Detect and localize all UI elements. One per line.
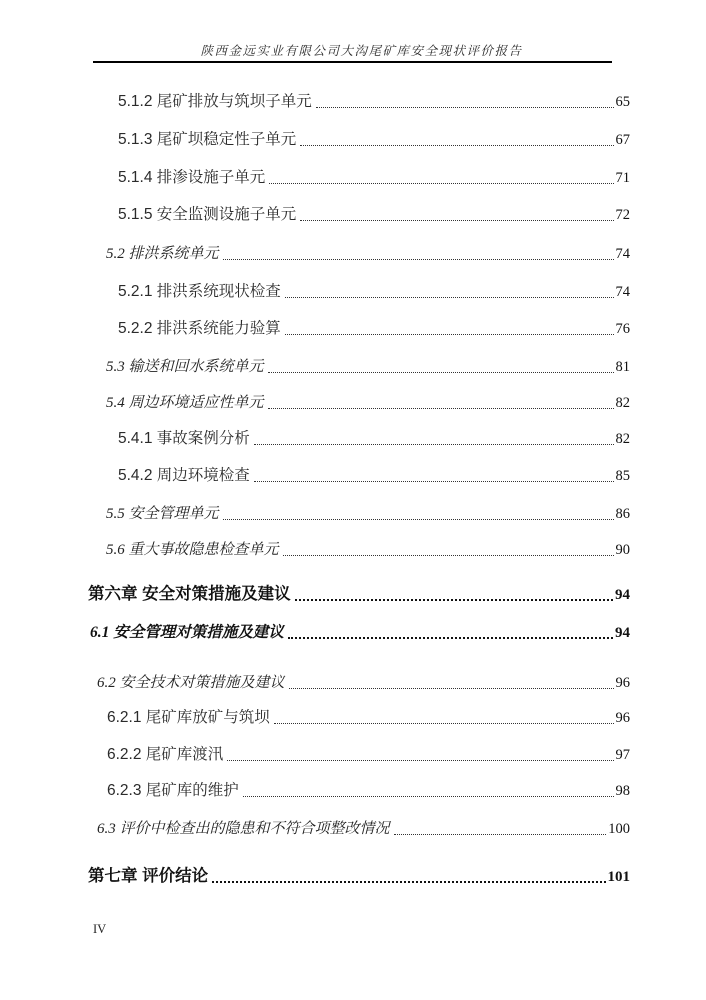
toc-entry (106, 538, 630, 559)
dot-leader (223, 518, 614, 520)
dot-leader (269, 182, 613, 184)
dot-leader (285, 333, 614, 335)
toc-entry (118, 90, 630, 111)
toc-entry-page: 72 (615, 207, 630, 223)
dot-leader (268, 371, 614, 373)
toc-entry-label: 5.3 输送和回水系统单元 (106, 359, 264, 375)
toc-entry (118, 203, 630, 224)
toc-entry-page: 86 (615, 506, 630, 522)
toc-entry-page: 67 (615, 132, 630, 148)
toc-entry-label: 5.4 周边环境适应性单元 (106, 395, 264, 411)
header-divider (93, 61, 612, 63)
document-header-title: 陕西金远实业有限公司大沟尾矿库安全现状评价报告 (200, 44, 523, 58)
toc-entry-label: 5.6 重大事故隐患检查单元 (106, 542, 279, 558)
toc-entry-page: 90 (615, 542, 630, 558)
dot-leader (316, 106, 614, 108)
page-number: IV (93, 922, 107, 936)
toc-entry-label: 6.2.1 尾矿库放矿与筑坝 (107, 709, 270, 726)
toc-entry (118, 427, 630, 448)
toc-entry-label: 5.4.2 周边环境检查 (118, 467, 250, 484)
toc-entry (118, 128, 630, 149)
toc-entry-label: 5.1.2 尾矿排放与筑坝子单元 (118, 93, 312, 110)
toc-entry-label: 5.2.1 排洪系统现状检查 (118, 283, 281, 300)
toc-entry-page: 82 (615, 431, 630, 447)
toc-entry (118, 166, 630, 187)
toc-entry (118, 280, 630, 301)
toc-entry-page: 65 (615, 94, 630, 110)
dot-leader (285, 296, 614, 298)
toc-entry-label: 5.2 排洪系统单元 (106, 246, 219, 262)
dot-leader (289, 687, 614, 689)
dot-leader (288, 636, 613, 639)
toc-chapter-entry (88, 863, 630, 886)
dot-leader (300, 219, 613, 221)
toc-entry-page: 97 (615, 747, 630, 763)
toc-entry-label: 第七章 评价结论 (88, 867, 209, 885)
toc-entry-page: 82 (615, 395, 630, 411)
dot-leader (212, 880, 605, 883)
toc-entry-label: 6.1 安全管理对策措施及建议 (90, 624, 284, 641)
toc-entry (97, 817, 630, 838)
dot-leader (394, 833, 607, 835)
toc-entry (118, 317, 630, 338)
dot-leader (283, 554, 614, 556)
toc-entry-page: 81 (615, 359, 630, 375)
dot-leader (254, 443, 614, 445)
toc-entry-label: 6.2 安全技术对策措施及建议 (97, 675, 285, 691)
toc-entry-page: 100 (608, 821, 630, 837)
toc-entry (97, 671, 630, 692)
toc-entry-label: 6.2.2 尾矿库渡汛 (107, 746, 224, 763)
toc-entry (106, 242, 630, 263)
dot-leader (223, 258, 614, 260)
toc-entry-page: 76 (615, 321, 630, 337)
toc-entry (106, 355, 630, 376)
toc-entry (106, 502, 630, 523)
toc-entry (90, 620, 630, 642)
toc-chapter-entry (88, 581, 630, 604)
dot-leader (227, 759, 613, 761)
toc-entry-label: 6.2.3 尾矿库的维护 (107, 782, 239, 799)
dot-leader (243, 795, 614, 797)
toc-entry-page: 85 (615, 468, 630, 484)
toc-entry-label: 5.1.3 尾矿坝稳定性子单元 (118, 131, 297, 148)
dot-leader (300, 144, 613, 146)
dot-leader (295, 598, 613, 601)
toc-entry-label: 5.5 安全管理单元 (106, 506, 219, 522)
toc-entry (106, 391, 630, 412)
toc-entry-page: 96 (615, 675, 630, 691)
toc-entry-label: 5.4.1 事故案例分析 (118, 430, 250, 447)
toc-entry-page: 98 (615, 783, 630, 799)
toc-entry-label: 5.1.5 安全监测设施子单元 (118, 206, 297, 223)
toc-entry-page: 74 (615, 284, 630, 300)
toc-entry (107, 779, 630, 800)
toc-entry-label: 5.1.4 排渗设施子单元 (118, 169, 266, 186)
toc-entry-page: 94 (615, 625, 630, 641)
toc-entry-page: 94 (615, 587, 630, 603)
toc-entry-label: 第六章 安全对策措施及建议 (88, 585, 291, 603)
toc-entry (107, 706, 630, 727)
dot-leader (268, 407, 614, 409)
toc-entry-page: 71 (615, 170, 630, 186)
toc-entry-label: 5.2.2 排洪系统能力验算 (118, 320, 281, 337)
dot-leader (254, 480, 614, 482)
toc-entry (118, 464, 630, 485)
toc-entry-page: 101 (607, 869, 630, 885)
toc-entry-page: 74 (615, 246, 630, 262)
toc-entry-page: 96 (615, 710, 630, 726)
toc-entry-label: 6.3 评价中检查出的隐患和不符合项整改情况 (97, 821, 390, 837)
toc-entry (107, 743, 630, 764)
dot-leader (274, 722, 614, 724)
